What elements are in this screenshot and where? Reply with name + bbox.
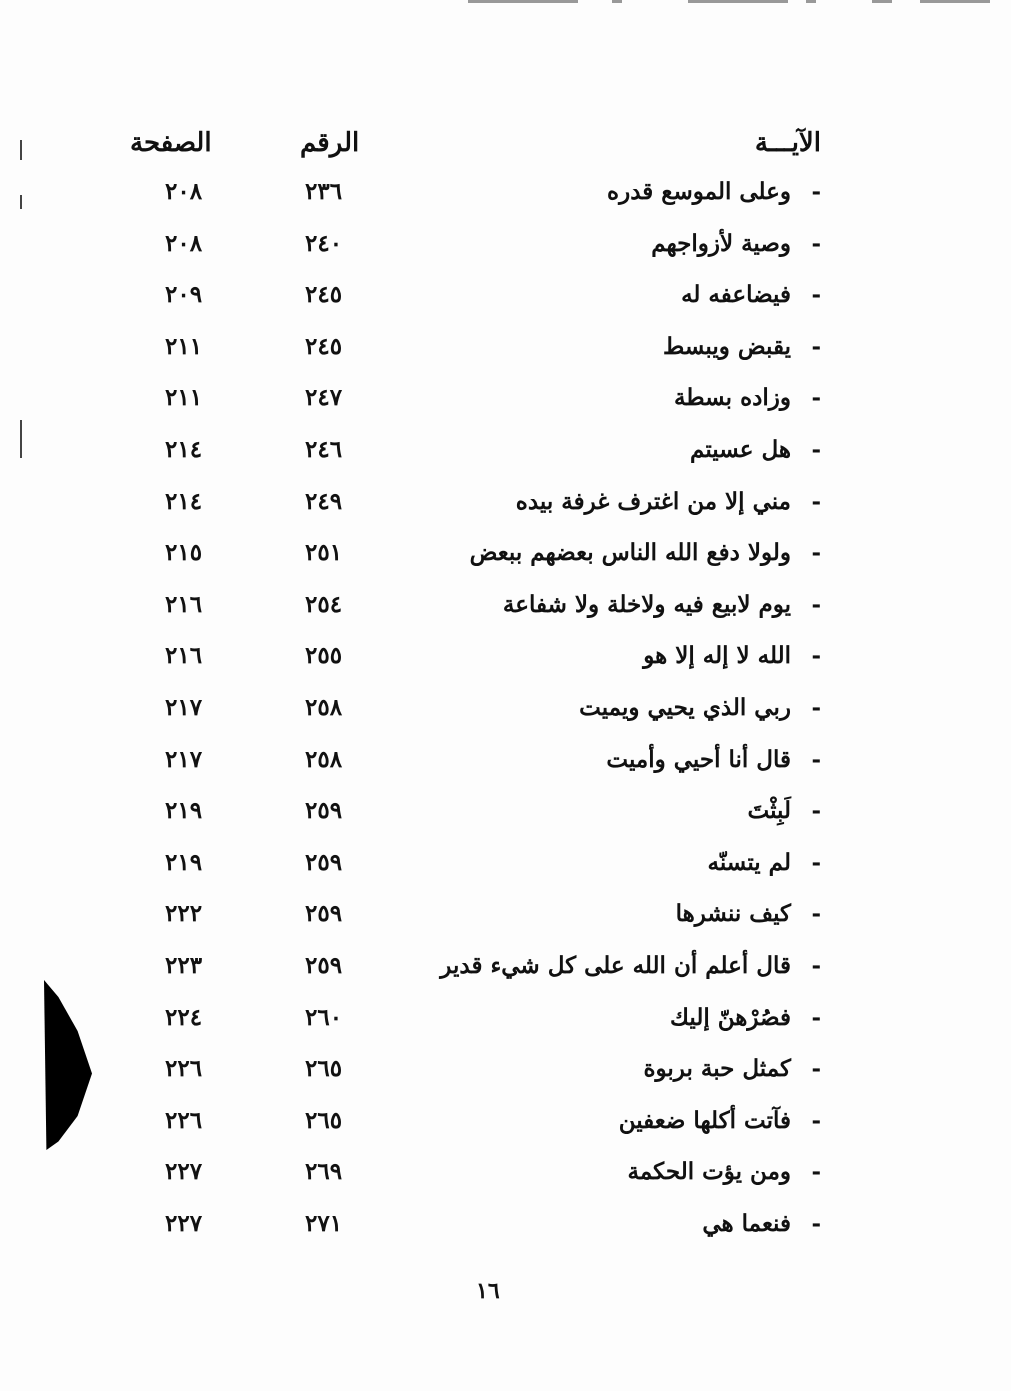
- row-verse-number: ٢٣٦: [305, 178, 343, 205]
- table-row: [0, 642, 1011, 694]
- top-rule: [872, 0, 892, 3]
- row-verse-number: ٢٤٩: [305, 487, 343, 515]
- row-phrase: يقبض ويبسط: [663, 332, 791, 360]
- row-verse-number: ٢٥٩: [305, 952, 343, 979]
- row-dash: -: [811, 436, 821, 463]
- row-phrase: فنعما هي: [702, 1210, 791, 1237]
- row-phrase: قال أنا أحيي وأميت: [606, 745, 791, 773]
- row-verse-number: ٢٤٥: [305, 281, 343, 309]
- header-aya: [755, 128, 821, 158]
- row-page-number: ٢٢٧: [165, 1210, 203, 1237]
- table-row: [0, 436, 1011, 488]
- row-phrase: وعلى الموسع قدره: [607, 178, 791, 205]
- row-verse-number: ٢٤٦: [305, 436, 343, 463]
- row-page-number: ٢١٧: [165, 745, 203, 773]
- table-row: [0, 952, 1011, 1004]
- row-verse-number: ٢٧١: [305, 1210, 343, 1237]
- table-row: [0, 1210, 1011, 1262]
- table-row: [0, 488, 1011, 540]
- table-row: [0, 591, 1011, 643]
- row-phrase: يوم لابيع فيه ولاخلة ولا شفاعة: [502, 590, 791, 618]
- row-verse-number: ٢٤٥: [305, 332, 343, 360]
- row-phrase: ومن يؤت الحكمة: [627, 1158, 791, 1186]
- row-phrase: لَبِثْتَ: [747, 797, 791, 825]
- row-phrase: ربي الذي يحيي ويميت: [579, 694, 791, 721]
- table-row: [0, 900, 1011, 952]
- row-phrase: فيضاعفه له: [681, 281, 791, 309]
- row-page-number: ٢١٤: [165, 487, 203, 515]
- row-verse-number: ٢٥٩: [305, 797, 343, 825]
- row-dash: -: [811, 539, 821, 567]
- row-dash: -: [811, 1003, 821, 1031]
- row-dash: -: [811, 848, 821, 876]
- top-rule: [612, 0, 622, 3]
- row-dash: -: [811, 1158, 821, 1186]
- row-verse-number: ٢٤٧: [305, 384, 343, 412]
- row-page-number: ٢١٥: [165, 539, 203, 567]
- table-row: [0, 333, 1011, 385]
- row-dash: -: [811, 797, 821, 825]
- row-verse-number: ٢٦٥: [305, 1055, 343, 1083]
- row-page-number: ٢١١: [165, 384, 203, 412]
- row-dash: -: [811, 281, 821, 309]
- row-dash: -: [811, 642, 821, 670]
- row-page-number: ٢١٦: [165, 590, 203, 618]
- table-row: [0, 1055, 1011, 1107]
- row-page-number: ٢١٩: [165, 848, 203, 876]
- row-phrase: كمثل حبة بربوة: [643, 1055, 791, 1083]
- row-dash: -: [811, 590, 821, 618]
- scan-mark: [20, 140, 22, 160]
- row-dash: -: [811, 384, 821, 412]
- row-verse-number: ٢٥٨: [305, 745, 343, 773]
- row-page-number: ٢١٦: [165, 642, 203, 670]
- top-rule: [688, 0, 788, 3]
- table-row: [0, 1004, 1011, 1056]
- row-page-number: ٢١٤: [165, 436, 203, 463]
- row-dash: -: [811, 952, 821, 979]
- row-phrase: وزاده بسطة: [673, 384, 791, 412]
- table-row: [0, 849, 1011, 901]
- header-page: الصفحة: [130, 128, 212, 158]
- row-dash: -: [811, 900, 821, 928]
- row-page-number: ٢٢٣: [165, 952, 203, 979]
- row-verse-number: ٢٦٩: [305, 1158, 343, 1186]
- row-phrase: فآتت أكلها ضعفين: [618, 1106, 791, 1134]
- row-dash: -: [811, 745, 821, 773]
- header-aya-label: الآيـــة: [754, 128, 821, 158]
- header-number: الرقم: [300, 128, 360, 158]
- table-row: [0, 281, 1011, 333]
- row-dash: -: [811, 332, 821, 360]
- row-page-number: ٢٠٨: [165, 229, 203, 257]
- row-verse-number: ٢٥٩: [305, 900, 343, 928]
- row-page-number: ٢١٧: [165, 694, 203, 721]
- row-page-number: ٢٢٧: [165, 1158, 203, 1186]
- row-phrase: فصُرْهنّ إليك: [670, 1003, 791, 1031]
- top-rule: [468, 0, 578, 3]
- row-page-number: ٢٠٨: [165, 178, 203, 205]
- row-page-number: ٢١٩: [165, 797, 203, 825]
- row-phrase: ولولا دفع الله الناس بعضهم ببعض: [469, 539, 791, 567]
- top-rule: [920, 0, 990, 3]
- row-dash: -: [811, 229, 821, 257]
- row-phrase: مني إلا من اغترف غرفة بيده: [515, 487, 791, 515]
- row-verse-number: ٢٦٠: [305, 1003, 343, 1031]
- table-row: [0, 539, 1011, 591]
- row-dash: -: [811, 694, 821, 721]
- table-row: [0, 1107, 1011, 1159]
- row-phrase: الله لا إله إلا هو: [643, 642, 791, 670]
- row-phrase: وصية لأزواجهم: [651, 229, 791, 257]
- table-row: [0, 694, 1011, 746]
- row-dash: -: [811, 1210, 821, 1237]
- row-dash: -: [811, 1055, 821, 1083]
- row-page-number: ٢٠٩: [165, 281, 203, 309]
- row-verse-number: ٢٥١: [305, 539, 343, 567]
- page-number: ١٦: [476, 1278, 500, 1304]
- row-verse-number: ٢٥٩: [305, 848, 343, 876]
- table-row: [0, 230, 1011, 282]
- row-verse-number: ٢٦٥: [305, 1106, 343, 1134]
- row-phrase: لم يتسنّه: [707, 848, 791, 876]
- table-row: [0, 384, 1011, 436]
- row-page-number: ٢١١: [165, 332, 203, 360]
- row-verse-number: ٢٥٤: [305, 590, 343, 618]
- row-page-number: ٢٢٢: [165, 900, 203, 928]
- row-dash: -: [811, 487, 821, 515]
- row-phrase: هل عسيتم: [690, 436, 791, 463]
- row-verse-number: ٢٥٨: [305, 694, 343, 721]
- row-verse-number: ٢٤٠: [305, 229, 343, 257]
- row-page-number: ٢٢٤: [165, 1003, 203, 1031]
- row-verse-number: ٢٥٥: [305, 642, 343, 670]
- row-phrase: قال أعلم أن الله على كل شيء قدير: [440, 952, 791, 979]
- top-rule: [806, 0, 816, 3]
- row-phrase: كيف ننشرها: [675, 900, 791, 928]
- row-dash: -: [811, 1106, 821, 1134]
- table-row: [0, 178, 1011, 230]
- table-row: [0, 1158, 1011, 1210]
- row-page-number: ٢٢٦: [165, 1106, 203, 1134]
- row-dash: -: [811, 178, 821, 205]
- table-row: [0, 797, 1011, 849]
- table-row: [0, 746, 1011, 798]
- row-page-number: ٢٢٦: [165, 1055, 203, 1083]
